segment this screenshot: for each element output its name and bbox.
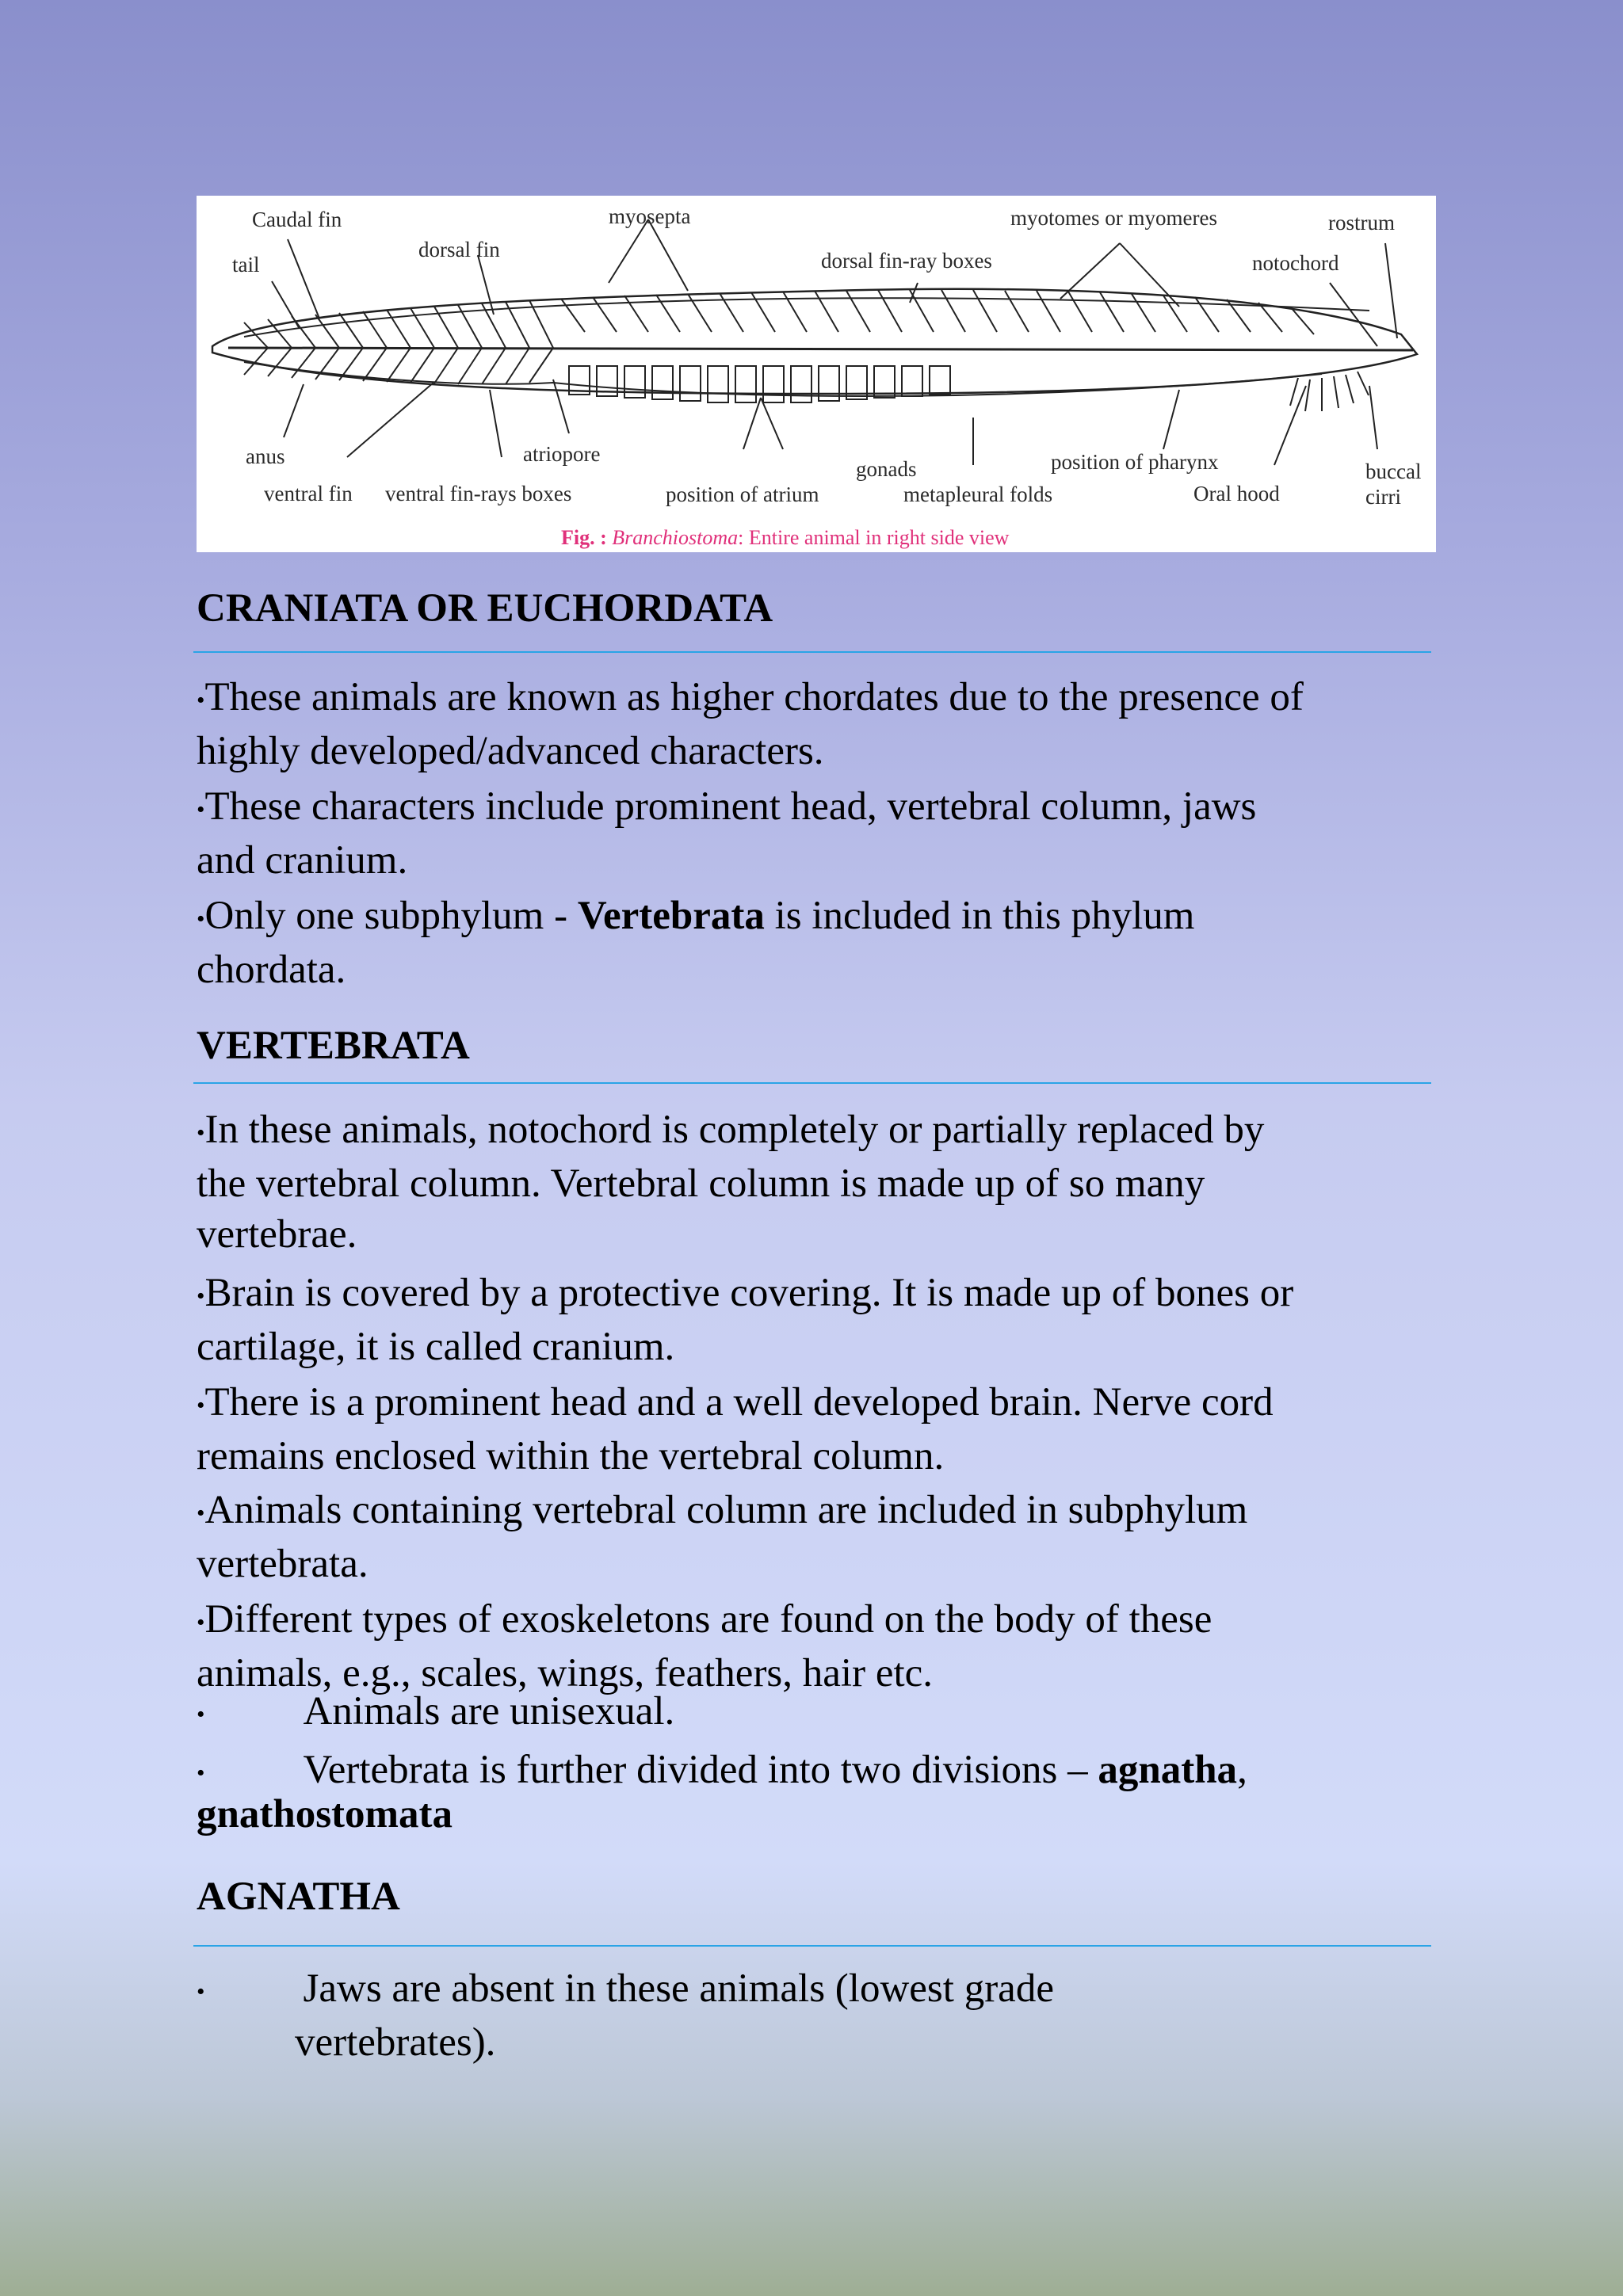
paragraph-vertebrata-6: • Animals are unisexual. [197,1689,675,1733]
label-atriopore: atriopore [523,442,601,466]
paragraph-vertebrata-7: • Vertebrata is further divided into two divisions – agnatha, gnathostomata [197,1748,1247,1837]
label-position-of-pharynx: position of pharynx [1051,450,1219,474]
label-cirri: cirri [1365,485,1401,509]
divider-craniata [193,651,1431,653]
heading-craniata: CRANIATA OR EUCHORDATA [197,586,773,631]
label-buccal: buccal [1365,460,1422,483]
label-oral-hood: Oral hood [1193,482,1280,505]
label-rostrum: rostrum [1328,211,1395,235]
branchiostoma-figure [197,196,1436,552]
label-myosepta: myosepta [609,204,691,228]
label-metapleural-folds: metapleural folds [903,482,1053,506]
figure-caption: Fig. : Branchiostoma: Entire animal in right side view [561,526,1010,549]
paragraph-craniata-3: •Only one subphylum - Vertebrata is included in this phylum chordata. [197,894,1195,993]
paragraph-vertebrata-2: •Brain is covered by a protective covering. It is made up of bones or cartilage, it is called cranium. [197,1271,1294,1370]
paragraph-vertebrata-3: •There is a prominent head and a well developed brain. Nerve cord remains enclosed within the vertebral column. [197,1380,1274,1479]
label-tail: tail [232,253,260,277]
label-caudal-fin: Caudal fin [252,208,342,231]
branchiostoma-diagram [197,196,1436,552]
paragraph-craniata-1: •These animals are known as higher chordates due to the presence of highly developed/advanced characters. [197,675,1304,774]
paragraph-vertebrata-4: •Animals containing vertebral column are included in subphylum vertebrata. [197,1488,1248,1587]
paragraph-craniata-2: •These characters include prominent head, vertebral column, jaws and cranium. [197,784,1257,883]
label-dorsal-fin-ray-boxes: dorsal fin-ray boxes [821,249,992,273]
heading-agnatha: AGNATHA [197,1875,400,1919]
divider-agnatha [193,1945,1431,1947]
label-gonads: gonads [856,457,917,481]
myomere-chevrons [244,290,1314,384]
label-dorsal-fin: dorsal fin [418,238,500,261]
divider-vertebrata [193,1082,1431,1084]
label-position-of-atrium: position of atrium [666,482,819,506]
label-anus: anus [246,444,285,468]
gill-boxes [569,366,950,402]
heading-vertebrata: VERTEBRATA [197,1024,470,1068]
oral-cirri [1290,372,1369,411]
paragraph-vertebrata-5: •Different types of exoskeletons are found on the body of these animals, e.g., scales, wings, feathers, hair etc. [197,1597,1212,1696]
paragraph-vertebrata-1: •In these animals, notochord is completely or partially replaced by the vertebral column. Vertebral column is made up of so many vertebrae. [197,1108,1265,1257]
label-notochord: notochord [1252,251,1339,275]
label-myotomes: myotomes or myomeres [1010,206,1217,230]
label-ventral-fin-rays-boxes: ventral fin-rays boxes [385,482,572,505]
notochord-line [228,348,1413,350]
label-ventral-fin: ventral fin [264,482,353,505]
paragraph-agnatha-1: • Jaws are absent in these animals (lowest grade vertebrates). [197,1966,1054,2065]
